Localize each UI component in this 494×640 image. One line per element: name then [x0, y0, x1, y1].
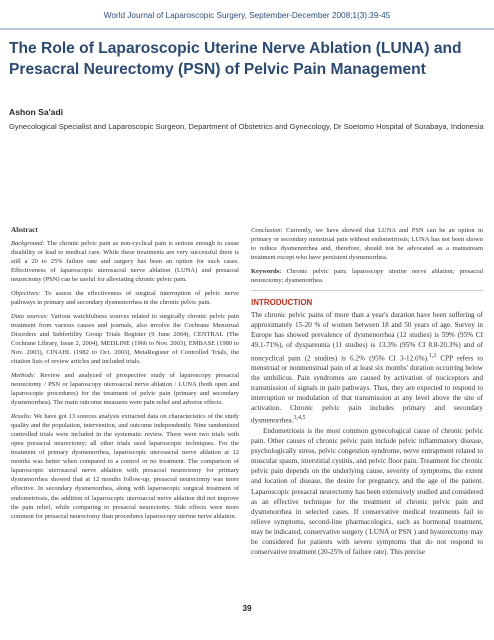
author-name: Ashon Sa'adi — [9, 107, 64, 117]
article-title: The Role of Laparoscopic Uterine Nerve Ablation (LUNA) and Presacral Neurectomy (PSN) of Pelvic Pain Management — [9, 40, 462, 78]
introduction-heading: INTRODUCTION — [251, 298, 313, 308]
results-label: Results: — [11, 412, 32, 420]
abstract-methods — [11, 371, 239, 407]
right-column — [251, 226, 483, 557]
abstract-datasources — [11, 312, 239, 367]
conclusion-label: Conclusion: — [251, 227, 283, 234]
intro-p1-text: The chronic pelvic pains of more than a year's duration have been suffering of approximately 15-20 % of women between 18 and 50 years of age. Survey in Europe has showed prevalence of dysmenorrhea (12 studies) is 59% (95% CI 49.1-71%), of dyspareunia (11 studies) is 13.3% (95% CI 8.8-20.3%) and of noncyclical pain (2 studies) is 6.2% (95% CI 3-12.6%). — [251, 311, 483, 362]
methods-text: Review and analyzed of prospective study of laparoscopy presacral neurectomy / PSN or laparoscopy uterosacral nerve ablation / LUNA (both open and laparoscopic procedures) for the treatment of pelvic pain (primary and secondary dysmenorrhea). The main outcome measures were pain relief and adverse effects. — [11, 371, 240, 407]
abstract-objectives — [11, 289, 239, 307]
journal-header: World Journal of Laparoscopic Surgery, September-December 2008;1(3):39-45 — [103, 11, 391, 20]
background-text: The chronic pelvic pain as non-cyclical pain is serious enough to cause disability or lead to medical care. While these treatments are very successful there is still a 20 to 25% failure rate and surgery has been an option for such cases. Effectiveness of laparoscopic uterosacral nerve ablation (LUNA) and presacral neurectomy (PSN) can be useful for alleviating chronic pelvic pain. — [11, 240, 239, 284]
methods-label: Methods: — [11, 371, 36, 379]
conclusion-text: Currently, we have showed that LUNA and PSN can be an option in primary or secondary menstrual pain without endometriosis; LUNA has not been shown to reduce dysmenorrhea and, therefore, should not be advocated as a mainstream treatment except who have persistent dysmenorrhea. — [251, 227, 484, 262]
abstract-divider — [251, 290, 483, 291]
intro-p1-ref: 1,2 — [428, 352, 437, 359]
abstract-keywords — [251, 267, 483, 285]
abstract-background — [11, 239, 239, 284]
abstract-heading: Abstract — [11, 226, 38, 234]
abstract-column — [11, 226, 239, 525]
datasources-text: Various watchfulness sources related to surgically chronic pelvic pain treatment from various causes and journals, also involve the Cochrane Menstrual Disorders and Subfertility Group Trials Register (9 June 2004), CENTRAL (The Cochrane Library, Issue 2, 2004), MEDLINE (1966 to Nov. 2003), EMBASE (1980 to Nov. 2003), CINAHL (1982 to Oct. 2003), MetaRegister of Controlled Trials, the citation lists of review articles and included trials. — [11, 312, 239, 366]
author-affiliation: Gynecological Specialist and Laparoscopic Surgeon, Department of Obstetrics and Gynecology, Dr Soetomo Hospital of Surabaya, Indonesia — [9, 122, 484, 131]
intro-paragraph-2: Endometriosis is the most common gynecological cause of chronic pelvic pain. Other causes of chronic pelvic pain include pelvic inflammatory disease, psychologically stress, pelvic congestion syndrome, nerve entrapment related to muscular spasm, interstitial cystitis, and pelvic floor pain. Treatment for chronic pelvic pain depends on the underlying cause, severity of symptoms, the extent and location of disease, the desire for pregnancy, and the age of the patient. Laparoscopic presacral neurectomy has been extensively studied and considered as an effective technique for the treatment of chronic pelvic pain and dysmenorrhea in selected cases. If conservative medical treatments fail to relieve symptoms, second-line pharmacologics, such as hormonal treatment, may be indicated, conservative surgery ( LUNA or PSN ) and hysterectomy may be considered for patients with severe symptoms that do not respond to conservative treatment (20-25% of failure rate). This precise — [251, 426, 483, 557]
results-text: We have got 13 sources analysis extracted data on characteristics of the study quality and the population, intervention, and outcome independently. Nine randomized controlled trials were included in the systematic review. There were two trials with open presacral neurectomy; all other trials used laparoscopic techniques. For the treatment of primary dysmenorrhea, laparoscopic uterosacral nerve ablation at 12 months was better when compared to a control or no treatment. The comparison of laparoscopic uterosacral nerve ablation with presacral neurectomy for primary dysmenorrhea showed that at 12 months follow-up, presacral neurectomy was more effective. In secondary dysmenorrhea, along with laparoscopic surgical treatment of endometriosis, the addition of laparoscopic uterosacral nerve ablation did not improve the pain relief, while comparing to presacral neurectomy. Side effects were more common for presacral neurectomy than procedures laparoscopy uterine nerve ablation. — [11, 412, 239, 520]
objectives-text: To assess the effectiveness of surgical interruption of pelvic nerve pathways in primary and secondary dysmenorrhea in the chronic pelvic pain. — [11, 290, 239, 307]
intro-p1-cont: CPP refers to menstrual or nonmenstrual pain of at least six months' duration occurring below the umbilicus. Pain syndromes are caused by activation of nociceptors and transmission of signals in pain pathways. Thus, they are expected to respond to interruption or modulation of that transmission at any level above the site of activation. Chronic pelvic pain includes primary and secondary dysmenorrhea. — [251, 353, 483, 425]
background-label: Background: — [11, 240, 45, 248]
keywords-text: Chronic pelvic pain; laparoscopy uterine nerve ablation; presacral neurectomy; dysmenorrhea. — [251, 267, 483, 284]
introduction-body — [251, 310, 483, 557]
intro-paragraph-1 — [251, 310, 483, 426]
objectives-label: Objectives: — [11, 290, 41, 298]
datasources-label: Data sources: — [11, 312, 49, 320]
intro-p1-ref2: 3,4,5 — [293, 415, 306, 422]
abstract-conclusion — [251, 226, 483, 262]
page-number: 39 — [242, 604, 252, 613]
keywords-label: Keywords: — [251, 267, 282, 275]
abstract-results — [11, 412, 239, 521]
header-rule — [0, 28, 494, 30]
